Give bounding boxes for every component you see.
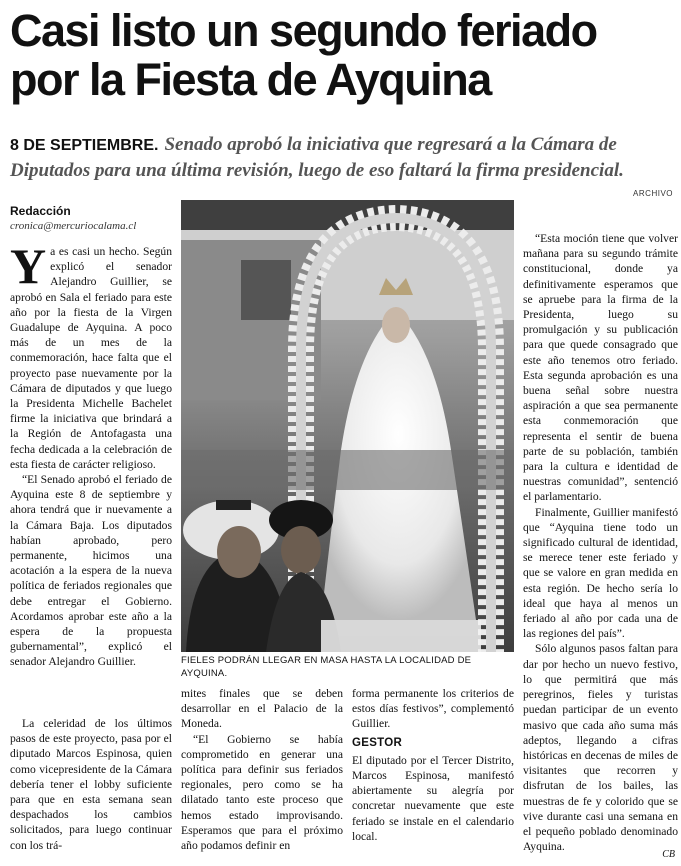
photo-caption: FIELES PODRÁN LLEGAR EN MASA HASTA LA LOCALIDAD DE AYQUINA. [181,655,472,679]
article-column-1 [10,238,172,670]
article-paragraph: Finalmente, Guillier manifestó que “Ayquina tiene todo un significado cultural de identidad, se merece tener este feriado y que se valore en gran medida en esta región. De hecho sería lo ideal que haya al menos un feriado al año por cada una de las regiones del país”. [523,505,678,641]
byline-name: Redacción [10,204,71,218]
dateline: 8 DE SEPTIEMBRE. [10,137,159,154]
deck-text: Senado aprobó la iniciativa que regresará a la Cámara de Diputados para una última revisión, luego de eso faltará la firma presidencial. [10,134,624,181]
article-column-1-lower [10,716,172,853]
photo-virgin-procession [181,200,514,652]
article-column-4 [523,231,678,854]
subhead-gestor: GESTOR [352,736,403,749]
article-paragraph: La celeridad de los últimos pasos de este proyecto, pasa por el diputado Marcos Espinosa, quien como vicepresidente de la Cámara debería tener el lobby suficiente para que en esta semana sean despachados los cambios solicitados, para luego continuar con los trá- [10,717,172,852]
end-mark: CB [662,849,675,860]
article-paragraph: “El Senado aprobó el feriado de Ayquina este 8 de septiembre y ahora tendrá que ir nuevamente a la Cámara Baja. Los diputados habían aprobado, pero permanente, hicimos una acotación a la espera de la nueva política de feriados regionales que debe entregar el Gobierno. Acordamos aprobar este año a la espera de la propuesta gubernamental”, explicó el senador Alejandro Guillier. [10,473,172,669]
paragraph-text: a es casi un hecho. Según explicó el senador Alejandro Guillier, se aprobó en Sala el feriado para este año por la fiesta de la Virgen Guadalupe de Ayquina. A poco más de un mes de la conmemoración, hace falta que el proyecto pase nuevamente por la Cámara de diputados y que luego la Presidenta Michelle Bachelet firme la iniciativa que brindará a la Región de Antofagasta una fecha dedicada a la celebración de esta fiesta de carácter religioso. [10,245,172,471]
article-paragraph: El diputado por el Tercer Distrito, Marcos Espinosa, manifestó abiertamente su alegría por concretar nuevamente que este feriado se instale en el calendario local. [352,753,514,843]
photo-illustration [181,200,514,652]
byline-email: cronica@mercuriocalama.cl [10,220,137,232]
article-paragraph: “Esta moción tiene que volver mañana para su segundo trámite constitucional, donde ya definitivamente esperamos que se apruebe para la firma de la Presidenta, luego su promulgación y su publicación para que quede consagrado que este año tenemos otro feriado. Esta segunda aprobación es una buena señal sobre nuestra aspiración a que sea permanente esta conmemoración que representa el sentir de buena parte de su población, también para la cultura e identidad de nuestras comunidad”, sentenció el parlamentario. [523,232,678,504]
headline: Casi listo un segundo feriado por la Fiesta de Ayquina [10,5,597,105]
drop-cap: Y [10,238,47,294]
article-paragraph [10,238,172,472]
byline [10,204,170,234]
deck [10,132,672,183]
article-column-3 [352,686,514,844]
photo-credit: ARCHIVO [633,189,673,198]
article-paragraph: mites finales que se deben desarrollar en el Palacio de la Moneda. [181,687,343,731]
article-paragraph: forma permanente los criterios de estos días festivos”, complementó Guillier. [352,687,514,731]
article-paragraph: Sólo algunos pasos faltan para dar por hecho un nuevo festivo, lo que permitirá que más peregrinos, fieles y turistas puedan participar de un evento masivo que cada año suma más adeptos, llegando a cifras históricas en decenas de miles de visitantes que recorren y disfrutan de los bailes, las muestras de fe y colorido que se vive durante casi una semana en el pequeño poblado denominado Ayquina. [523,642,678,854]
article-paragraph: “El Gobierno se había comprometido en generar una política para definir sus feriados regionales, pero como se ha dilatado tanto este proceso que hemos estado improvisando. Esperamos que para el próximo año podamos definir en [181,732,343,853]
article-column-2 [181,686,343,853]
